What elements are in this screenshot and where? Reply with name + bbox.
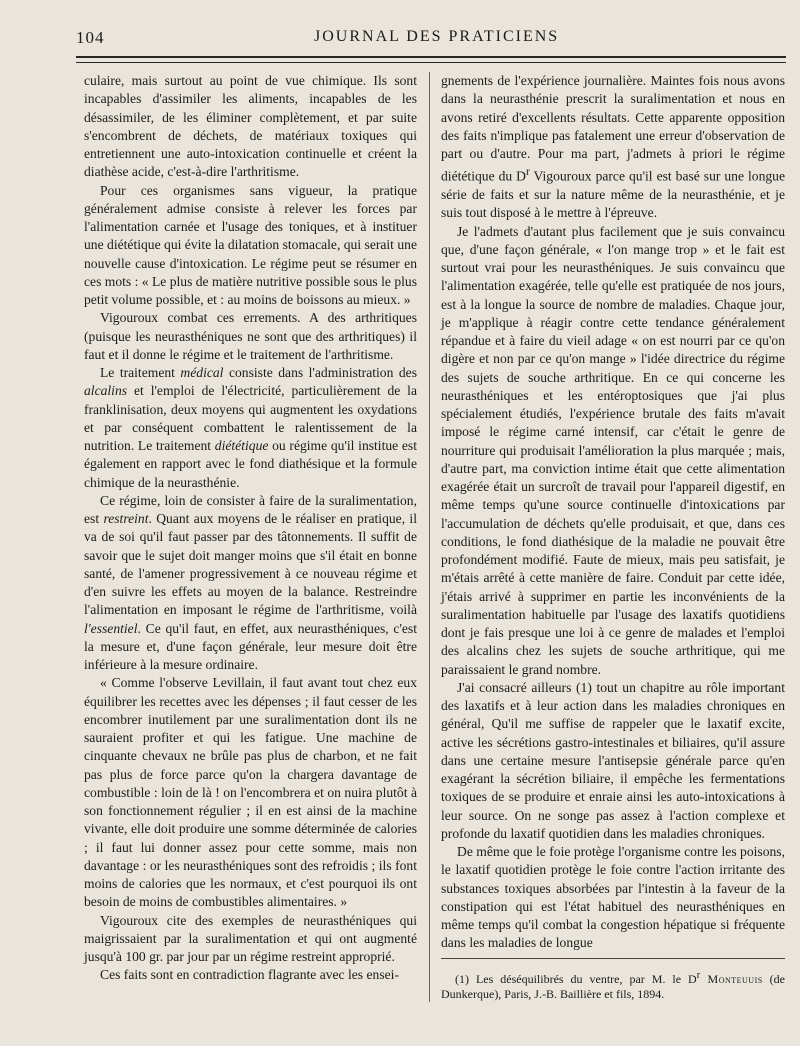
italic-term: restreint bbox=[103, 511, 149, 526]
header-rule-thin bbox=[76, 62, 786, 63]
superscript: r bbox=[525, 166, 530, 179]
text-run: consiste dans l'administration des bbox=[223, 365, 417, 380]
text-run: (1) Les déséquilibrés du ventre, par M. le D bbox=[455, 972, 697, 986]
paragraph bbox=[84, 492, 417, 675]
paragraph: De même que le foie protège l'organisme contre les poisons, le laxatif quotidien protège le foie contre l'action irritante des substances toxiques absorbées par l'intestin à la faveur de la constipation qui est l'état habituel des neurasthéniques en même temps qu'il combat la congestion hépatique si fréquente dans les maladies de longue bbox=[441, 844, 785, 951]
page-header bbox=[76, 28, 776, 50]
footnote-rule bbox=[441, 958, 785, 959]
journal-title: JOURNAL DES PRATICIENS bbox=[314, 28, 560, 45]
paragraph: Vigouroux cite des exemples de neurasthéniques qui maigrissaient par la suralimentation et qui ont augmenté jusqu'à 100 gr. par jour par un régime restreint approprié. bbox=[84, 912, 417, 964]
text-run: gnements de l'expérience journalière. Maintes fois nous avons dans la neurasthénie prescrit la suralimentation et nous en avons retiré d'excellents résultats. Cette apparente opposition des faits n'implique pas fatalement une erreur d'observation de part ou d'autre. Pour ma part, j'admets à priori le régime diététique du D bbox=[441, 73, 785, 184]
italic-term: médical bbox=[180, 365, 224, 380]
text-run: Vigouroux parce qu'il est basé sur une longue série de faits et sur la nature même de la neurasthénie, et je suis tout disposé à le mettre à l'épreuve. bbox=[441, 168, 785, 221]
page-number: 104 bbox=[76, 28, 105, 47]
text-run: . Ce qu'il faut, en effet, aux neurasthéniques, c'est la mesure et, d'une façon générale, leur mesure doit être inférieure à la mesure ordinaire. bbox=[84, 620, 417, 672]
italic-term: l'essentiel bbox=[84, 620, 138, 636]
text-run: Le traitement bbox=[100, 365, 181, 380]
footnote-author: Monteuuis bbox=[700, 972, 763, 986]
paragraph: Je l'admets d'autant plus facilement que je suis convaincu que, d'une façon générale, « l'on mange trop » et le fait est surtout vrai pour les neurasthéniques. Je suis convaincu que l'alimentation exagérée, telle qu'elle est pratiquée de nos jours, est à la longue la source de nombre de maladies. Chaque jour, je m'applique à réagir contre cette tendance généralement répandue et à faire du vieil adage « on est nourri par ce qu'on digère et non par ce qu'on mange » l'idée directrice du régime des sujets de souche arthritique. En ce qui concerne les neurasthéniques et les entéroptosiques que j'ai plus spécialement étudiés, l'expérience brutale des faits m'avait imposé le régime carné intensif, car c'était le genre de nourriture qui produisait l'amélioration la plus marquée ; mais, d'autre part, ma conviction intime était que cette alimentation exagérée était un surcroît de travail pour l'appareil digestif, en même temps qu'une source continuelle d'intoxications par l'accumulation de déchets qu'elle produisait, et que, dans ces conditions, le fond diathésique de la maladie ne pouvait être profondément modifié. Faute de mieux, mais peu satisfait, je m'étais arrêté à cette manière de faire. Conduit par cette idée, j'étais arrivé à supprimer en partie les inconvénients de la suralimentation habituelle par l'usage des laxatifs quotidiens dont je fais presque une loi à ce genre de malades et l'emploi des alcalins chez les sujets de souche arthritique, qui me paraissaient le grand nombre. bbox=[441, 223, 785, 677]
paragraph: Ces faits sont en contradiction flagrante avec les ensei- bbox=[100, 967, 399, 983]
paragraph: Pour ces organismes sans vigueur, la pratique généralement admise consiste à relever les forces par l'alimentation carnée et l'usage des toniques, et à instituer une diététique qui évite la dilatation stomacale, qui serait une nouvelle cause d'intoxication. Le régime peut se résumer en ces mots : « Le plus de matière nutritive possible sous le plus petit volume possible, et : au moins de boissons au mieux. » bbox=[84, 182, 417, 307]
header-rule bbox=[76, 56, 786, 58]
column-divider bbox=[429, 72, 430, 1002]
italic-term: alcalins bbox=[84, 383, 128, 399]
left-column bbox=[84, 72, 417, 985]
paragraph: Vigouroux combat ces errements. A des arthritiques (puisque les neurasthéniques ne sont que des arthritiques) il faut et il donne le régime et le traitement de l'arthritisme. bbox=[84, 310, 417, 362]
paragraph bbox=[84, 364, 417, 492]
italic-term: diététique bbox=[214, 438, 269, 453]
paragraph: « Comme l'observe Levillain, il faut avant tout chez eux équilibrer les recettes avec les dépenses ; il faut cesser de les encombrer inutilement par une suralimentation dont ils ne sauraient profiter et qui les fatigue. Une machine de cinquante chevaux ne brûle pas plus de charbon, et ne fait pas plus de force parce qu'on la chargera davantage de combustible : loin de là ! on l'encombrera et on nuira plutôt à son fonctionnement régulier ; il en est ainsi de la machine vivante, elle doit produire une somme déterminée de calories ; il faut lui donner assez pour cette somme, mais non davantage : or les neurasthéniques sont des refroidis ; ils font moins de calories que les normaux, et c'est pourquoi ils ont besoin de moins de combustibles alimentaires. » bbox=[84, 675, 417, 910]
paragraph bbox=[441, 72, 785, 223]
paragraph: culaire, mais surtout au point de vue chimique. Ils sont incapables d'assimiler les aliments, incapables de les désassimiler, de les éliminer complètement, et par suite s'encombrent de déchets, de matériaux toxiques qui entretiennent une auto-intoxication continuelle et créent la diathèse acide, c'est-à-dire l'arthritisme. bbox=[84, 73, 417, 180]
footnote-text bbox=[441, 968, 785, 1002]
text-run: et l'emploi de l'électricité, particulièrement de la franklinisation, deux moyens qui augmentent les oxydations et par conséquent combattent le ralentissement de la nutrition. Le traitement bbox=[84, 383, 417, 453]
text-run: . Quant aux moyens de le réaliser en pratique, il va de soi qu'il faut passer par des tâtonnements. Il suffit de savoir que le sujet doit manger moins que s'il était en bonne santé, de l'amener progressivement à ce nouveau régime et d'en suivre les effets au moyen de la balance. Restreindre l'alimentation en imposant le régime de l'arthritisme, voilà bbox=[84, 511, 417, 618]
text-run: Ce régime, loin de consister à faire de la suralimentation, est bbox=[84, 492, 417, 526]
paragraph: J'ai consacré ailleurs (1) tout un chapitre au rôle important des laxatifs et à leur action dans les maladies chroniques en général, Qu'il me suffise de rappeler que le laxatif excite, active les sécrétions gastro-intestinales et biliaires, qu'il assure dans une certaine mesure l'antisepsie générale parce qu'en exagérant la sécrétion biliaire, il empêche les fermentations toxiques de se produire et enraie ainsi les auto-intoxications à leur source. On ne songe pas assez à l'action complexe et profonde du laxatif quotidien dans les maladies chroniques. bbox=[441, 679, 785, 841]
text-run: (de Dunkerque), Paris, J.-B. Baillière et fils, 1894. bbox=[441, 972, 785, 1001]
footnote bbox=[441, 968, 785, 1002]
right-column bbox=[441, 72, 785, 953]
text-run: ou régime qu'il institue est également en rapport avec le fond diathésique et la formule chimique de la neurasthénie. bbox=[84, 438, 417, 490]
superscript: r bbox=[696, 970, 701, 981]
